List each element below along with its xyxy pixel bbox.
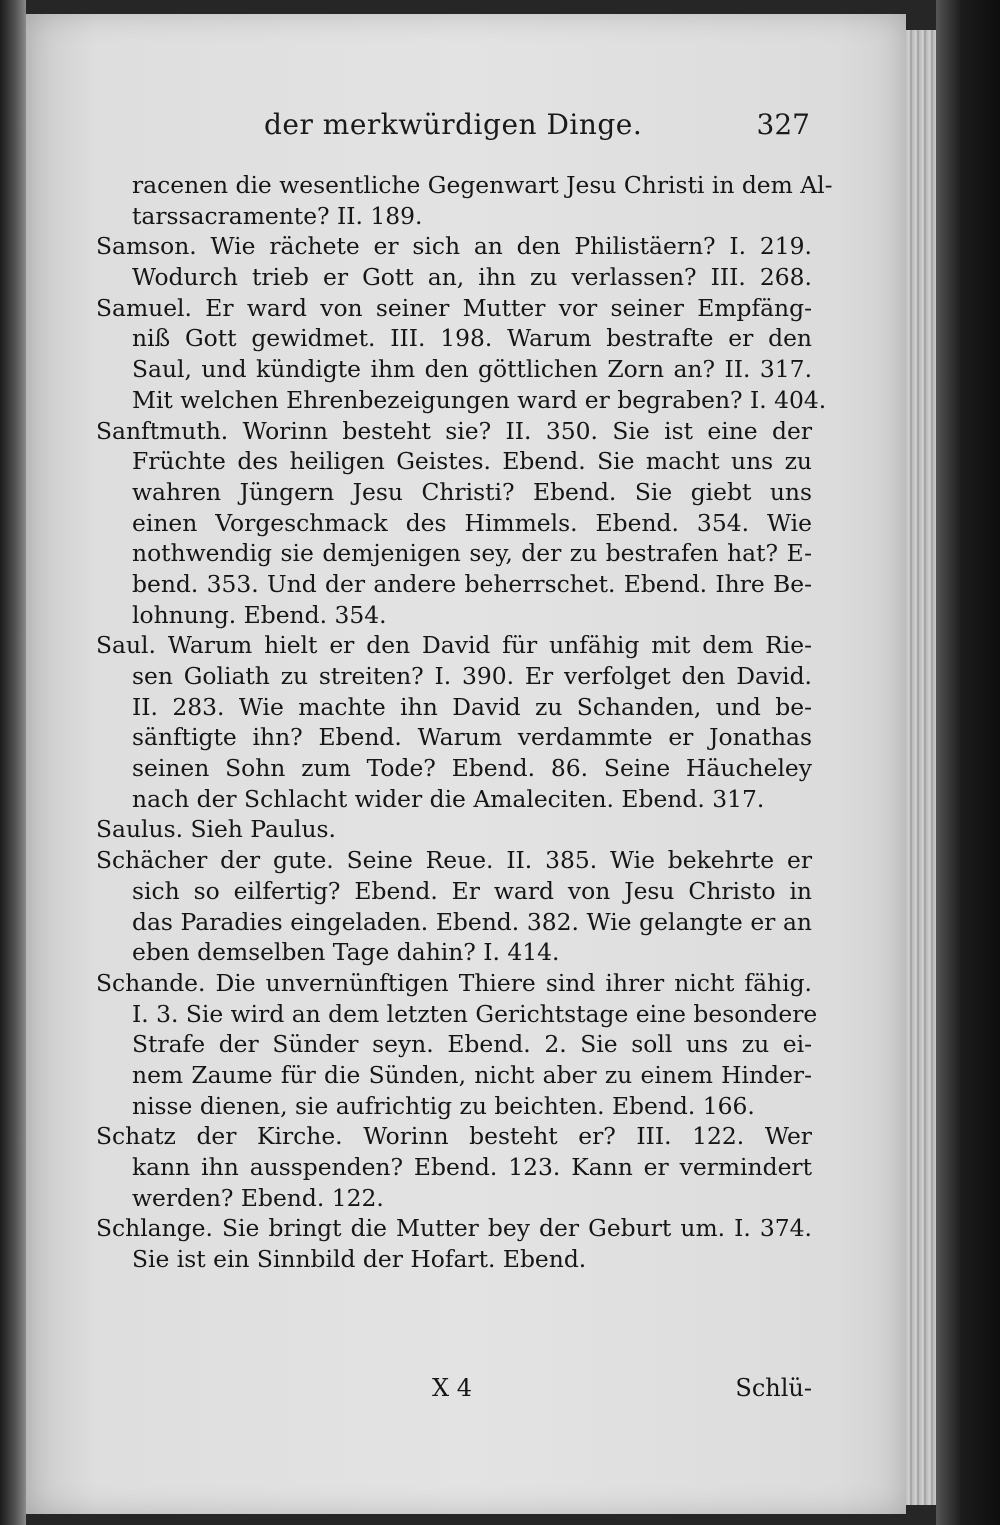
page-number: 327 — [756, 108, 810, 141]
text-line: seinen Sohn zum Tode? Ebend. 86. Seine Häucheley — [132, 754, 812, 783]
running-head-title: der merkwürdigen Dinge. — [264, 108, 643, 141]
text-line: I. 3. Sie wird an dem letzten Gerichtstage eine besondere — [132, 999, 818, 1028]
text-line: eben demselben Tage dahin? I. 414. — [132, 938, 560, 967]
text-line: werden? Ebend. 122. — [132, 1183, 384, 1212]
text-line: Saulus. Sieh Paulus. — [96, 815, 336, 844]
text-line: tarssacramente? II. 189. — [132, 201, 423, 230]
text-line: Saul, und kündigte ihm den göttlichen Zorn an? II. 317. — [132, 355, 812, 384]
text-line: Schande. Die unvernünftigen Thiere sind ihrer nicht fähig. — [96, 968, 812, 997]
text-line: nem Zaume für die Sünden, nicht aber zu einem Hinder- — [132, 1060, 812, 1089]
index-text-block — [96, 170, 833, 1275]
text-line: Strafe der Sünder seyn. Ebend. 2. Sie soll uns zu ei- — [132, 1030, 812, 1059]
signature-mark: X 4 — [432, 1374, 472, 1402]
text-line: Schatz der Kirche. Worinn besteht er? III. 122. Wer — [96, 1122, 812, 1151]
text-line: sänftigte ihn? Ebend. Warum verdammte er Jonathas — [132, 723, 812, 752]
page-footer — [96, 1374, 812, 1414]
text-line: Saul. Warum hielt er den David für unfähig mit dem Rie- — [96, 631, 812, 660]
book-cover-edge — [936, 0, 1000, 1525]
page-stack-edge — [906, 30, 936, 1505]
text-line: racenen die wesentliche Gegenwart Jesu Christi in dem Al- — [132, 171, 833, 199]
text-line: das Paradies eingeladen. Ebend. 382. Wie gelangte er an — [132, 907, 812, 936]
text-line: kann ihn ausspenden? Ebend. 123. Kann er vermindert — [132, 1153, 812, 1181]
catchword: Schlü- — [735, 1374, 812, 1402]
text-line: bend. 353. Und der andere beherrschet. Ebend. Ihre Be- — [132, 569, 812, 598]
text-line: niß Gott gewidmet. III. 198. Warum bestrafte er den — [132, 324, 812, 353]
text-line: sich so eilfertig? Ebend. Er ward von Jesu Christo in — [132, 876, 812, 905]
text-line: nisse dienen, sie aufrichtig zu beichten. Ebend. 166. — [132, 1091, 755, 1120]
text-line: Samuel. Er ward von seiner Mutter vor seiner Empfäng- — [96, 293, 812, 322]
text-line: Schächer der gute. Seine Reue. II. 385. Wie bekehrte er — [96, 846, 812, 875]
text-line: Früchte des heiligen Geistes. Ebend. Sie macht uns zu — [132, 447, 812, 476]
text-line: sen Goliath zu streiten? I. 390. Er verfolget den David. — [132, 662, 812, 690]
text-line: Schlange. Sie bringt die Mutter bey der Geburt um. I. 374. — [96, 1214, 812, 1243]
running-head — [236, 108, 810, 148]
text-line: Sanftmuth. Worinn besteht sie? II. 350. Sie ist eine der — [96, 416, 812, 445]
text-line: einen Vorgeschmack des Himmels. Ebend. 354. Wie — [132, 508, 812, 537]
text-line: Mit welchen Ehrenbezeigungen ward er begraben? I. 404. — [132, 385, 827, 414]
text-line: Wodurch trieb er Gott an, ihn zu verlassen? III. 268. — [132, 263, 812, 292]
text-line: lohnung. Ebend. 354. — [132, 600, 387, 629]
text-line: Sie ist ein Sinnbild der Hofart. Ebend. — [132, 1245, 587, 1274]
text-line: nach der Schlacht wider die Amaleciten. Ebend. 317. — [132, 784, 765, 813]
text-line: wahren Jüngern Jesu Christi? Ebend. Sie giebt uns — [132, 477, 812, 506]
text-line: II. 283. Wie machte ihn David zu Schanden, und be- — [132, 692, 812, 721]
text-line: nothwendig sie demjenigen sey, der zu bestrafen hat? E- — [132, 539, 812, 568]
text-line: Samson. Wie rächete er sich an den Philistäern? I. 219. — [96, 232, 812, 261]
previous-page-edge — [0, 0, 26, 1525]
